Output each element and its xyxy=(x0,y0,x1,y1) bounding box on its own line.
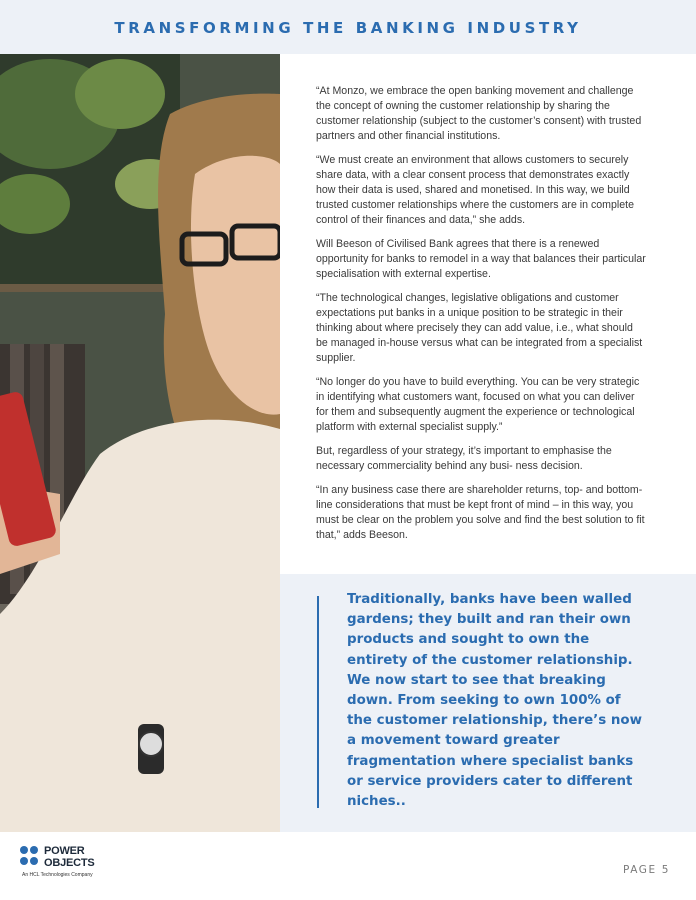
power-objects-dots-icon xyxy=(20,845,42,865)
logo-tagline: An HCL Technologies Company xyxy=(22,872,93,878)
pull-quote-text: Traditionally, banks have been walled gardens; they built and ran their own products and sought to own the entirety of the customer relationship. We now start to see that breaking down. From seeking to own 100% of the customer relationship, there’s now a movement toward greater fragmentation where specialist banks or service providers cater to different niches.. xyxy=(347,592,643,810)
article-paragraph: Will Beeson of Civilised Bank agrees that there is a renewed opportunity for banks to remodel in a way that balances their particular specialisation with external expertise. xyxy=(316,238,646,280)
power-objects-logo xyxy=(20,845,130,885)
woman-with-phone-photo xyxy=(0,54,280,832)
logo-word-power: POWER xyxy=(44,845,85,857)
page-number: PAGE 5 xyxy=(622,864,670,876)
article-body xyxy=(316,84,646,552)
article-paragraph: “At Monzo, we embrace the open banking movement and challenge the concept of owning the customer relationship by sharing the customer relationship (subject to the customer’s consent) with trusted partners and other financial institutions. xyxy=(316,85,642,142)
article-paragraph: “The technological changes, legislative obligations and customer expectations put banks in a unique position to be strategic in their thinking about where precisely they can add value, i.e., what should be managed in-house versus what can be integrated from a specialist supplier. xyxy=(316,292,643,364)
pull-quote-rule xyxy=(317,596,319,808)
article-paragraph: “No longer do you have to build everything. You can be very strategic in identifying what customers want, focused on what you can deliver for them and subsequently augment the experience or technological platform with external specialist supply.” xyxy=(316,376,640,433)
article-paragraph: “In any business case there are shareholder returns, top- and bottom-line considerations that must be kept front of mind – in this way, you must be clear on the problem you solve and find the best solution to fit that,” adds Beeson. xyxy=(316,484,645,541)
article-paragraph: “We must create an environment that allows customers to securely share data, with a clear consent process that demonstrates exactly how their data is used, shared and monetised. In this way, we build trusted customer relationships where the customers are in complete control of their finances and data,” she adds. xyxy=(316,154,634,226)
page-header-title: TRANSFORMING THE BANKING INDUSTRY xyxy=(114,19,582,37)
logo-word-objects: OBJECTS xyxy=(44,857,95,869)
article-paragraph: But, regardless of your strategy, it’s important to emphasise the necessary commerciality behind any busi- ness decision. xyxy=(316,445,612,472)
